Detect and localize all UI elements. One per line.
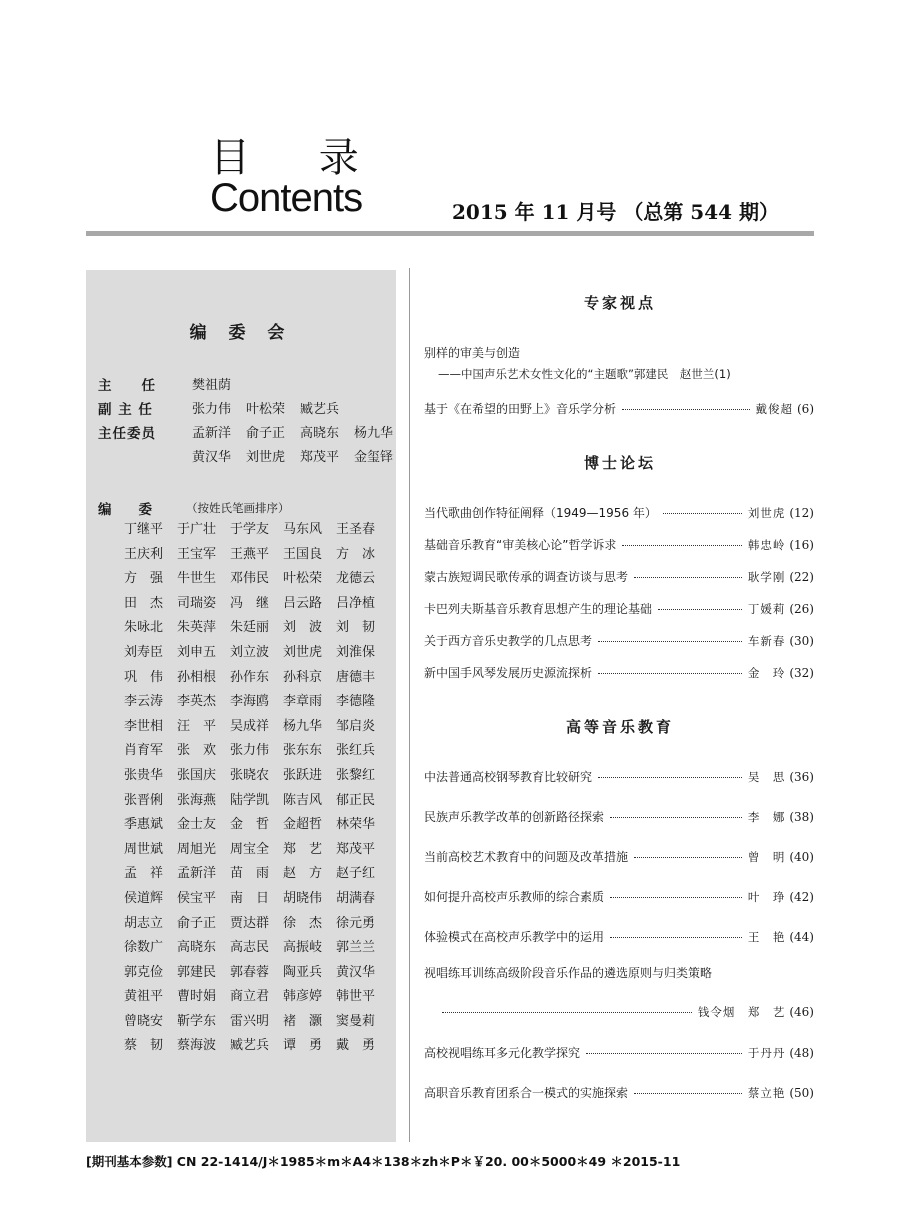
editor-name: 李世相 [124, 718, 164, 734]
toc-leader-dots [610, 937, 742, 938]
editor-name: 邓伟民 [230, 571, 270, 587]
member-name: 高晓东 [300, 426, 340, 441]
role-row-deputy [98, 398, 340, 422]
editor-name: 肖育军 [124, 743, 164, 759]
editor-name: 胡满春 [336, 890, 376, 906]
editor-name: 王国良 [283, 546, 323, 562]
editor-name: 孙相根 [177, 669, 217, 685]
editor-name: 黄祖平 [124, 989, 164, 1005]
editor-name: 谭 勇 [283, 1038, 323, 1054]
toc-entry-page: (38) [789, 810, 814, 824]
editor-name: 张东东 [283, 743, 323, 759]
toc-entry-page: (48) [789, 1046, 814, 1060]
member-name: 刘世虎 [246, 450, 286, 465]
editor-name: 李海鸥 [230, 694, 270, 710]
editor-name: 曾晓安 [124, 1013, 164, 1029]
editor-name: 徐元勇 [336, 915, 376, 931]
editor-name: 陈吉风 [283, 792, 323, 808]
editor-name: 孙作东 [230, 669, 270, 685]
editor-name: 褚 灏 [283, 1013, 323, 1029]
editor-name: 刘 波 [283, 620, 323, 636]
editor-name: 贾达群 [230, 915, 270, 931]
editor-name: 周宝全 [230, 841, 270, 857]
editor-name: 张力伟 [230, 743, 270, 759]
member-name: 张力伟 [192, 402, 232, 417]
toc-entry[interactable] [424, 888, 814, 908]
toc-leader-dots [634, 577, 742, 578]
toc-entry-title: 基础音乐教育“审美核心论”哲学诉求 [424, 538, 617, 552]
toc-entry-title: 中法普通高校钢琴教育比较研究 [424, 770, 593, 784]
editor-name: 张黎红 [336, 767, 376, 783]
editor-name: 胡晓伟 [283, 890, 323, 906]
editor-name: 胡志立 [124, 915, 164, 931]
editor-name: 汪 平 [177, 718, 217, 734]
editor-name: 郑茂平 [336, 841, 376, 857]
role-label: 主任委员 [98, 426, 156, 442]
editor-name: 俞子正 [177, 915, 217, 931]
editor-name: 王圣春 [336, 522, 376, 537]
toc-entry-author: 钱令烟 郑 艺 [697, 1005, 786, 1019]
editor-name: 金超哲 [283, 817, 323, 833]
toc-entry[interactable] [424, 536, 814, 556]
toc-leader-dots [634, 857, 742, 858]
toc-entry-title: 基于《在希望的田野上》音乐学分析 [424, 402, 617, 416]
editor-name: 丁继平 [124, 522, 164, 537]
editor-name: 刘立波 [230, 644, 270, 660]
role-label: 主 任 [98, 378, 156, 394]
editor-name: 刘世虎 [283, 644, 323, 660]
toc-entry[interactable] [424, 808, 814, 828]
member-name: 臧艺兵 [300, 402, 340, 417]
toc-entry-page: (42) [789, 890, 814, 904]
editor-name: 张红兵 [336, 743, 376, 759]
page-title-en: Contents [210, 176, 363, 220]
member-name: 樊祖荫 [192, 378, 232, 393]
editors-note: （按姓氏笔画排序） [186, 501, 290, 515]
editor-name: 郭克俭 [124, 964, 164, 980]
editor-name: 方 强 [124, 571, 164, 587]
toc-entry-author: 李 娜 [747, 810, 786, 824]
editor-name: 孟 祥 [124, 866, 164, 882]
editor-name: 李云涛 [124, 694, 164, 710]
editor-name: 苗 雨 [230, 866, 270, 882]
role-row-committee [98, 422, 394, 446]
editor-name: 韩彦婷 [283, 989, 323, 1005]
toc-entry-page: (44) [789, 930, 814, 944]
toc-entry-author: 韩忠岭 [747, 538, 786, 552]
editor-name: 龙德云 [336, 571, 376, 587]
editor-name: 田 杰 [124, 595, 164, 611]
editor-name: 孟新洋 [177, 866, 217, 882]
toc-entry-author: 蔡立艳 [747, 1086, 786, 1100]
toc-entry-author: 曾 明 [747, 850, 786, 864]
board-title: 编 委 会 [189, 323, 293, 343]
editor-name: 臧艺兵 [230, 1038, 270, 1054]
toc-entry[interactable] [424, 600, 814, 620]
toc-entry-page: (32) [789, 666, 814, 680]
toc-entry-title: 当代歌曲创作特征阐释（1949—1956 年） [424, 506, 657, 520]
toc-entry-author: 吴 思 [747, 770, 786, 784]
toc-entry-author: 刘世虎 [747, 506, 786, 520]
editor-name: 王燕平 [230, 546, 270, 562]
editor-name: 高振岐 [283, 940, 323, 956]
toc-entry-page: (36) [789, 770, 814, 784]
editor-name: 雷兴明 [230, 1013, 270, 1029]
toc-entry-author: 丁媛莉 [747, 602, 786, 616]
member-name: 叶松荣 [246, 402, 286, 417]
toc-entry-page: (46) [789, 1005, 814, 1019]
editor-name: 吕净植 [336, 595, 376, 611]
editor-name: 司瑞姿 [177, 595, 217, 611]
editor-name: 巩 伟 [124, 669, 164, 685]
toc-entry-author: 车新春 [747, 634, 786, 648]
toc-entry-title: 当前高校艺术教育中的问题及改革措施 [424, 850, 629, 864]
editor-name: 侯道辉 [124, 890, 164, 906]
editor-name: 吴成祥 [230, 718, 270, 734]
section-title-higher-ed: 高等音乐教育 [565, 718, 674, 736]
toc-leader-dots [442, 1012, 692, 1013]
member-name: 黄汉华 [192, 450, 232, 465]
editor-name: 徐数广 [124, 940, 164, 956]
editor-name: 王宝军 [177, 546, 217, 562]
toc-entry[interactable] [424, 632, 814, 652]
toc-leader-dots [598, 673, 742, 674]
role-label: 副 主 任 [98, 402, 153, 418]
editor-name: 邹启炎 [336, 718, 376, 734]
editor-name: 周旭光 [177, 841, 217, 857]
toc-entry-title: 卡巴列夫斯基音乐教育思想产生的理论基础 [424, 602, 653, 616]
toc-entry-title: ——中国声乐艺术女性文化的“主题歌” [438, 367, 634, 381]
header-rule [86, 231, 814, 236]
member-name: 金玺铎 [354, 450, 394, 465]
editor-name: 李德隆 [336, 694, 376, 710]
toc-leader-dots [622, 545, 741, 546]
editor-name: 蔡 韧 [124, 1038, 164, 1054]
member-name: 郑茂平 [300, 450, 340, 465]
member-name: 杨九华 [354, 426, 394, 441]
toc-entry[interactable] [424, 568, 814, 588]
editor-name: 郭春蓉 [230, 964, 270, 980]
toc-entry-author: 叶 琤 [747, 890, 786, 904]
section-title-doctoral: 博士论坛 [583, 454, 656, 472]
editor-name: 朱英萍 [177, 620, 217, 636]
editor-name: 徐 杰 [283, 915, 323, 931]
editor-name: 李英杰 [177, 694, 217, 710]
section-title-expert: 专家视点 [583, 294, 656, 312]
toc-entry[interactable] [424, 1044, 814, 1064]
editor-name: 黄汉华 [336, 964, 376, 980]
toc-entry-title: 新中国手风琴发展历史源流探析 [424, 666, 593, 680]
editor-name: 周世斌 [124, 841, 164, 857]
toc-leader-dots [634, 1093, 742, 1094]
toc-entry[interactable] [424, 848, 814, 868]
editor-name: 韩世平 [336, 989, 376, 1005]
toc-leader-dots [663, 513, 742, 514]
toc-entry-title: 高职音乐教育团系合一模式的实施探索 [424, 1086, 629, 1100]
toc-entry-title: 关于西方音乐史教学的几点思考 [424, 634, 593, 648]
page-title-cn: 目 录 [210, 135, 387, 181]
toc-entry-title: 民族声乐教学改革的创新路径探索 [424, 810, 605, 824]
toc-entry-page: (16) [789, 538, 814, 552]
journal-params: [期刊基本参数] CN 22-1414/J＊1985＊m＊A4＊138＊zh＊P＊￥20. 00＊5000＊49 ＊2015-11 [86, 1154, 681, 1169]
toc-entry-author: 王 艳 [747, 930, 786, 944]
toc-entry[interactable] [424, 1084, 814, 1104]
toc-entry-title: 别样的审美与创造 [424, 346, 521, 360]
toc-entry-page: (30) [789, 634, 814, 648]
toc-entry[interactable] [424, 366, 814, 386]
editor-name: 金士友 [177, 817, 217, 833]
editor-name: 刘 韧 [336, 620, 376, 636]
editors-label: 编 委 [98, 502, 152, 518]
toc-entry-title: 高校视唱练耳多元化教学探究 [424, 1046, 581, 1060]
editor-name: 牛世生 [177, 571, 217, 587]
editor-name: 侯宝平 [177, 890, 217, 906]
toc-leader-dots [598, 777, 742, 778]
editor-name: 季惠斌 [124, 817, 164, 833]
editor-name: 曹时娟 [177, 989, 217, 1005]
editor-name: 朱廷丽 [230, 620, 270, 636]
editor-name: 郁正民 [336, 792, 376, 808]
toc-entry[interactable] [424, 400, 814, 420]
toc-entry-title: 视唱练耳训练高级阶段音乐作品的遴选原则与归类策略 [424, 966, 713, 980]
toc-entry-author: 郭建民 赵世兰 [633, 367, 715, 381]
editor-name: 高晓东 [177, 940, 217, 956]
editor-name: 窦曼莉 [336, 1013, 376, 1029]
editor-name: 张晋俐 [124, 792, 164, 808]
toc-entry-author: 于丹丹 [747, 1046, 786, 1060]
toc-entry-page: (6) [797, 402, 814, 416]
editor-name: 高志民 [230, 940, 270, 956]
toc-entry-page: (26) [789, 602, 814, 616]
toc-leader-dots [610, 897, 742, 898]
editor-name: 蔡海波 [177, 1038, 217, 1054]
toc-entry-author: 戴俊超 [755, 402, 793, 416]
toc-entry-page: (22) [789, 570, 814, 584]
editor-name: 郭建民 [177, 964, 217, 980]
editor-name: 刘申五 [177, 644, 217, 660]
role-row-committee-cont [98, 446, 394, 470]
editor-name: 张 欢 [177, 743, 217, 759]
editor-name: 李章雨 [283, 694, 323, 710]
role-row-director [98, 374, 232, 398]
toc-entry-author: 金 玲 [747, 666, 786, 680]
editor-name: 靳学东 [177, 1013, 217, 1029]
toc-entry[interactable] [424, 928, 814, 948]
editor-grid [124, 518, 394, 1059]
toc-entry-page: (40) [789, 850, 814, 864]
editor-name: 郭兰兰 [336, 940, 376, 956]
toc-leader-dots [622, 409, 749, 410]
editor-name: 吕云路 [283, 595, 323, 611]
toc-entry[interactable] [424, 768, 814, 788]
toc-entry[interactable] [424, 344, 520, 361]
toc-entry-author: 耿学刚 [747, 570, 786, 584]
editor-name: 张国庆 [177, 767, 217, 783]
editor-name: 张海燕 [177, 792, 217, 808]
editor-name: 朱咏北 [124, 620, 164, 636]
editor-name: 唐德丰 [336, 669, 376, 685]
editor-name: 杨九华 [283, 718, 323, 734]
toc-entry-title: 体验模式在高校声乐教学中的运用 [424, 930, 605, 944]
editor-name: 林荣华 [336, 817, 376, 833]
editor-name: 张晓农 [230, 767, 270, 783]
editor-name: 张贵华 [124, 767, 164, 783]
editor-name: 陶亚兵 [283, 964, 323, 980]
toc-entry-page: (50) [789, 1086, 814, 1100]
issue-info: 2015 年 11 月号 （总第 544 期） [452, 200, 780, 224]
editor-name: 赵 方 [283, 866, 323, 882]
toc-entry-title: 蒙古族短调民歌传承的调查访谈与思考 [424, 570, 629, 584]
editor-name: 于学友 [230, 522, 270, 537]
member-name: 俞子正 [246, 426, 286, 441]
editor-name: 于广壮 [177, 522, 217, 537]
member-name: 孟新洋 [192, 426, 232, 441]
editor-name: 叶松荣 [283, 571, 323, 587]
column-divider [409, 268, 410, 1142]
toc-leader-dots [610, 817, 742, 818]
editor-name: 冯 继 [230, 595, 270, 611]
toc-leader-dots [586, 1053, 742, 1054]
editor-name: 孙科京 [283, 669, 323, 685]
toc-entry-title: 如何提升高校声乐教师的综合素质 [424, 890, 605, 904]
editor-name: 刘淮保 [336, 644, 376, 660]
editor-name: 戴 勇 [336, 1038, 376, 1054]
editor-name: 张跃进 [283, 767, 323, 783]
editorial-board-panel [86, 270, 396, 1142]
toc-entry[interactable] [424, 1004, 814, 1024]
editor-name: 金 哲 [230, 817, 270, 833]
toc-entry[interactable] [424, 664, 814, 684]
editor-name: 王庆利 [124, 546, 164, 562]
toc-leader-dots [658, 609, 742, 610]
editor-name: 商立君 [230, 989, 270, 1005]
editor-name: 马东风 [283, 522, 323, 537]
editor-name: 方 冰 [336, 546, 376, 562]
editor-name: 刘寿臣 [124, 644, 164, 660]
toc-entry[interactable] [424, 504, 814, 524]
editor-name: 郑 艺 [283, 841, 323, 857]
toc-leader-dots [598, 641, 742, 642]
toc-entry[interactable] [424, 964, 712, 981]
toc-entry-page: (12) [789, 506, 814, 520]
editor-name: 赵子红 [336, 866, 376, 882]
editor-name: 南 日 [230, 890, 270, 906]
editor-name: 陆学凯 [230, 792, 270, 808]
toc-entry-page: (1) [714, 367, 731, 381]
